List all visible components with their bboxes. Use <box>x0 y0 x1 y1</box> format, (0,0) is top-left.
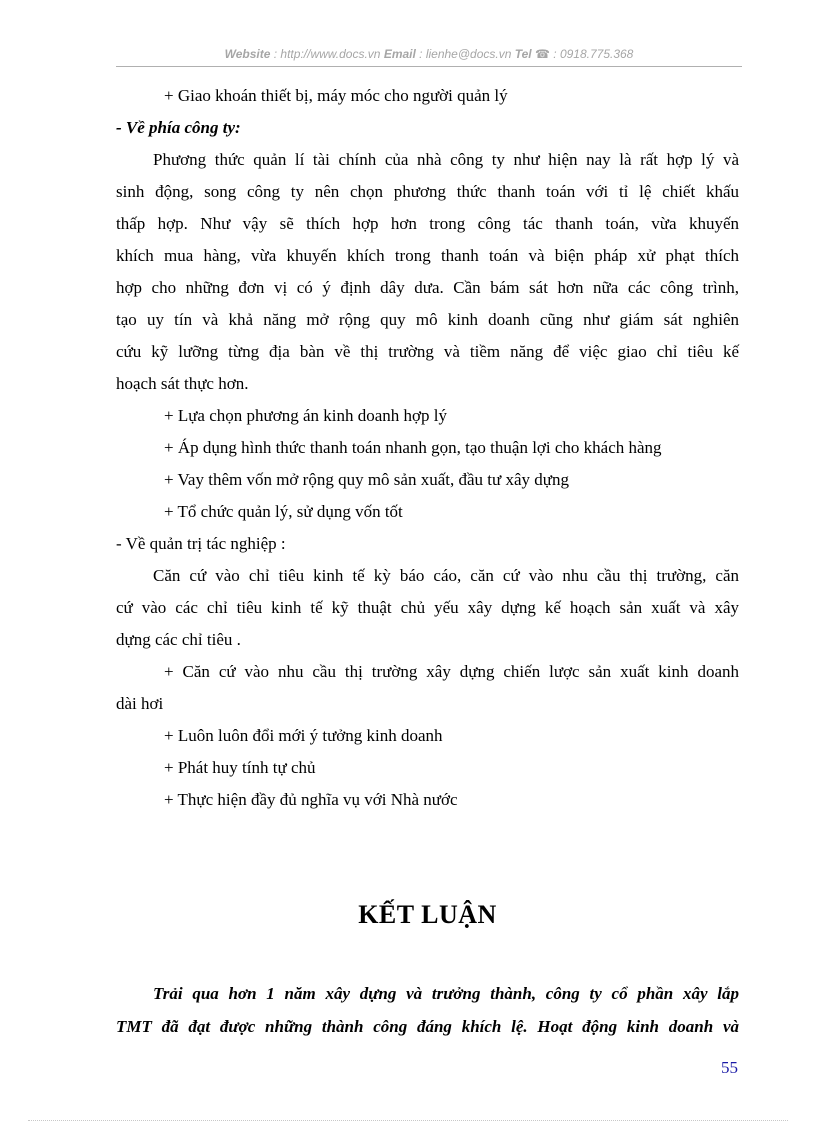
paragraph-line: cứu kỹ lưỡng từng địa bàn về thị trường và tiềm năng để việc giao chỉ tiêu kế <box>116 342 739 361</box>
bullet-item: + Phát huy tính tự chủ <box>164 758 316 777</box>
paragraph-line: tạo uy tín và khả năng mở rộng quy mô kinh doanh cũng như giám sát nghiên <box>116 310 739 329</box>
paragraph-line: dựng các chỉ tiêu . <box>116 630 241 649</box>
bullet-item: + Vay thêm vốn mở rộng quy mô sản xuất, đầu tư xây dựng <box>164 470 569 489</box>
paragraph-line: khích mua hàng, vừa khuyến khích trong thanh toán và biện pháp xử phạt thích <box>116 246 739 265</box>
section-heading-company: - Về phía công ty: <box>116 118 241 137</box>
website-url: : http://www.docs.vn <box>270 47 384 61</box>
conclusion-line: TMT đã đạt được những thành công đáng khích lệ. Hoạt động kinh doanh và <box>116 1017 739 1036</box>
paragraph-line: Phương thức quản lí tài chính của nhà công ty như hiện nay là rất hợp lý và <box>153 150 739 169</box>
bullet-equipment: + Giao khoán thiết bị, máy móc cho người quản lý <box>164 86 508 105</box>
paragraph-line: cứ vào các chỉ tiêu kinh tế kỹ thuật chủ yếu xây dựng kế hoạch sản xuất và xây <box>116 598 739 617</box>
tel-label: Tel <box>514 47 532 61</box>
phone-icon: ☎ <box>534 47 550 61</box>
conclusion-line: Trải qua hơn 1 năm xây dựng và trưởng thành, công ty cổ phần xây lắp <box>153 984 739 1003</box>
paragraph-line: sinh động, song công ty nên chọn phương thức thanh toán với tỉ lệ chiết khấu <box>116 182 739 201</box>
bullet-item: + Luôn luôn đổi mới ý tưởng kinh doanh <box>164 726 443 745</box>
bullet-item: + Áp dụng hình thức thanh toán nhanh gọn, tạo thuận lợi cho khách hàng <box>164 438 662 457</box>
bullet-item: + Thực hiện đầy đủ nghĩa vụ với Nhà nước <box>164 790 458 809</box>
paragraph-line: Căn cứ vào chỉ tiêu kinh tế kỳ báo cáo, căn cứ vào nhu cầu thị trường, căn <box>153 566 739 585</box>
bullet-continuation: dài hơi <box>116 694 164 713</box>
website-label: Website <box>224 47 271 61</box>
email-address: : lienhe@docs.vn <box>415 47 515 61</box>
bullet-item: + Căn cứ vào nhu cầu thị trường xây dựng chiến lược sản xuất kinh doanh <box>164 662 739 681</box>
section-heading-admin: - Về quản trị tác nghiệp : <box>116 534 286 553</box>
paragraph-line: hoạch sát thực hơn. <box>116 374 249 393</box>
conclusion-title: KẾT LUẬN <box>358 900 497 929</box>
page-number: 55 <box>721 1058 738 1077</box>
paragraph-line: hợp cho những đơn vị có ý định dây dưa. Cần bám sát hơn nữa các công trình, <box>116 278 739 297</box>
conclusion-body <box>116 977 739 1043</box>
bullet-item: + Tổ chức quản lý, sử dụng vốn tốt <box>164 502 403 521</box>
email-label: Email <box>383 47 416 61</box>
header-divider <box>116 66 742 67</box>
tel-number: : 0918.775.368 <box>549 47 634 61</box>
footer-divider <box>28 1120 788 1121</box>
bullet-item: + Lựa chọn phương án kinh doanh hợp lý <box>164 406 448 425</box>
page-header <box>116 47 742 61</box>
paragraph-line: thấp hợp. Như vậy sẽ thích hợp hơn trong công tác thanh toán, vừa khuyến <box>116 214 739 233</box>
document-body <box>116 80 739 816</box>
